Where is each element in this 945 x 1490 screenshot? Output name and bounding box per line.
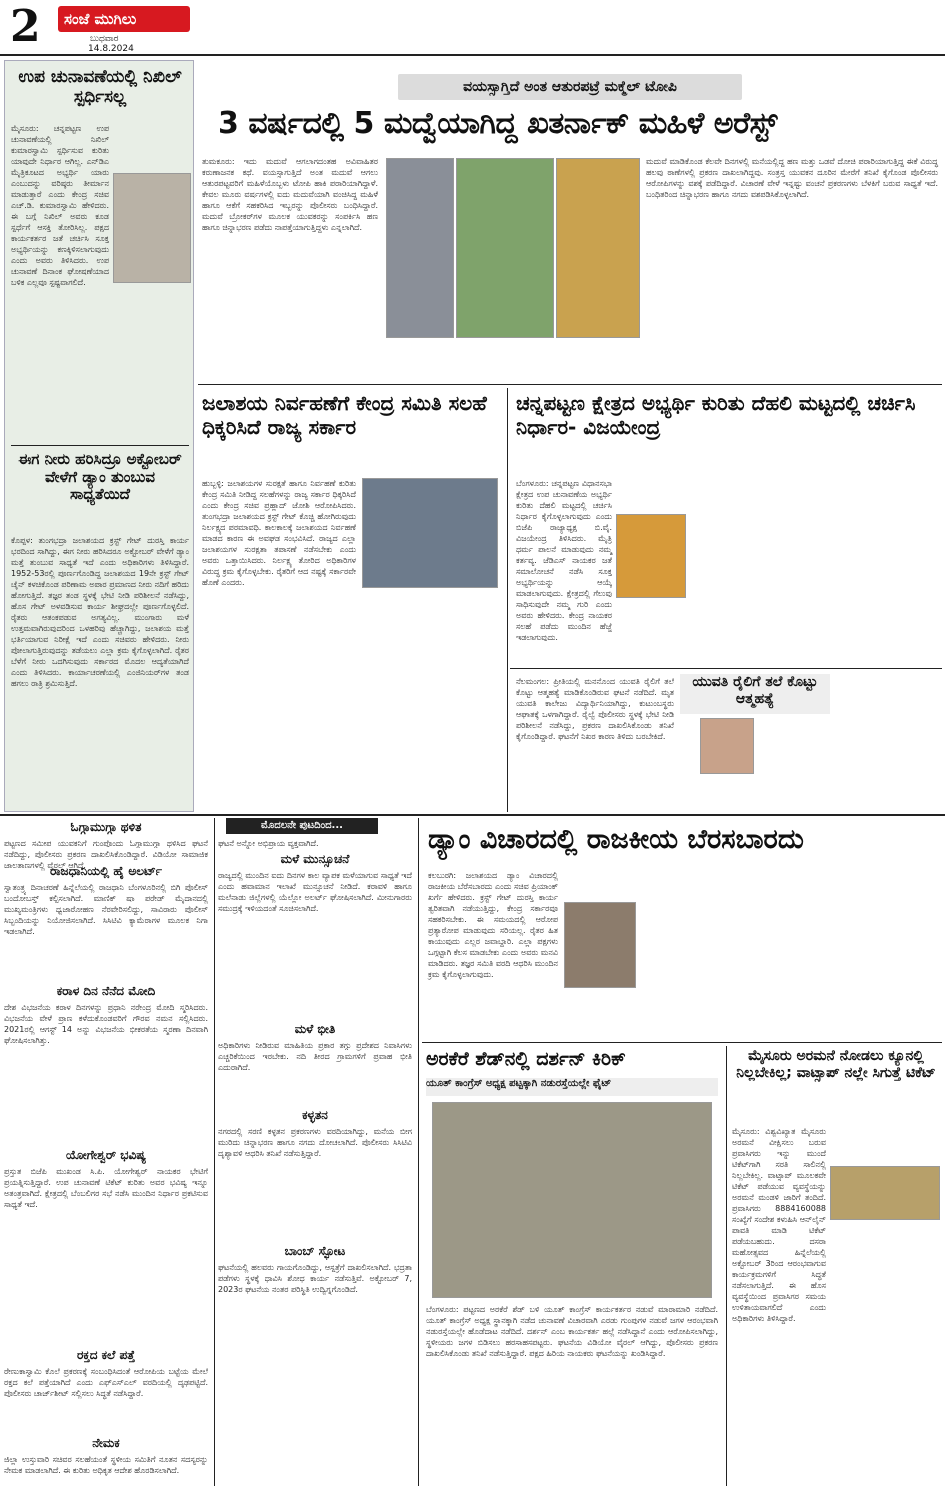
darshan-headline: ಅರಕೆರೆ ಶೆಡ್‌ನಲ್ಲಿ ದರ್ಶನ್ ಕಿರಿಕ್	[426, 1048, 626, 1070]
continued-body-1: ರಾಜ್ಯದಲ್ಲಿ ಮುಂದಿನ ಐದು ದಿನಗಳ ಕಾಲ ವ್ಯಾಪಕ ಮಳೆಯಾಗುವ ಸಾಧ್ಯತೆ ಇದೆ ಎಂದು ಹವಾಮಾನ ಇಲಾಖೆ ಮುನ್ಸೂಚನೆ ನೀಡಿದೆ. ಕರಾವಳಿ ಹಾಗೂ ಮಲೆನಾಡು ಜಿಲ್ಲೆಗಳಲ್ಲಿ ಯೆಲ್ಲೋ ಅಲರ್ಟ್ ಘೋಷಿಸಲಾಗಿದೆ. ಮೀನುಗಾರರು ಸಮುದ್ರಕ್ಕೆ ಇಳಿಯದಂತೆ ಸೂಚಿಸಲಾಗಿದೆ.	[218, 871, 412, 913]
darshan-body: ಬೆಂಗಳೂರು: ಪಟ್ಟಣದ ಅರಕೆರೆ ಶೆಡ್ ಬಳಿ ಯೂತ್ ಕಾಂಗ್ರೆಸ್ ಕಾರ್ಯಕರ್ತರ ನಡುವೆ ಮಾರಾಮಾರಿ ನಡೆದಿದೆ. ಯೂತ್ ಕಾಂಗ್ರೆಸ್ ಅಧ್ಯಕ್ಷ ಸ್ಥಾನಕ್ಕಾಗಿ ನಡೆದ ಚುನಾವಣೆ ವಿಚಾರವಾಗಿ ಎರಡು ಗುಂಪುಗಳ ನಡುವೆ ಜಗಳ ಆರಂಭವಾಗಿ ನಡುರಸ್ತೆಯಲ್ಲೇ ಹೊಡೆದಾಟ ನಡೆದಿದೆ. ದರ್ಶನ್ ಎಂಬ ಕಾರ್ಯಕರ್ತ ಹಲ್ಲೆ ನಡೆಸಿದ್ದಾನೆ ಎಂದು ಆರೋಪಿಸಲಾಗಿದ್ದು, ಸ್ಥಳೀಯರು ಜಗಳ ಬಿಡಿಸಲು ಹರಸಾಹಸಪಟ್ಟರು. ಘಟನೆಯ ವಿಡಿಯೋ ವೈರಲ್ ಆಗಿದ್ದು, ಪೊಲೀಸರು ಪ್ರಕರಣ ದಾಖಲಿಸಿಕೊಂಡು ತನಿಖೆ ನಡೆಸುತ್ತಿದ್ದಾರೆ. ಪಕ್ಷದ ಹಿರಿಯ ನಾಯಕರು ಘಟನೆಯನ್ನು ಖಂಡಿಸಿದ್ದಾರೆ.	[426, 1305, 718, 1358]
dam-politics-headline: ಡ್ಯಾಂ ವಿಚಾರದಲ್ಲಿ ರಾಜಕೀಯ ಬೆರಸಬಾರದು	[428, 824, 804, 855]
lower-left-heading-5: ನೇಮಕ	[92, 1436, 120, 1450]
newspaper-logo	[58, 6, 190, 32]
mysore-palace-photo	[830, 1166, 940, 1220]
masthead-date: 14.8.2024	[88, 44, 134, 54]
dam-committee-body: ಹುಬ್ಬಳ್ಳಿ: ಜಲಾಶಯಗಳ ಸುರಕ್ಷತೆ ಹಾಗೂ ನಿರ್ವಹಣೆ ಕುರಿತು ಕೇಂದ್ರ ಸಮಿತಿ ನೀಡಿದ್ದ ಸಲಹೆಗಳನ್ನು ರಾಜ್ಯ ಸರ್ಕಾರ ಧಿಕ್ಕರಿಸಿದೆ ಎಂದು ಕೇಂದ್ರ ಸಚಿವ ಪ್ರಹ್ಲಾದ್ ಜೋಶಿ ಆರೋಪಿಸಿದರು. ತುಂಗಭದ್ರಾ ಜಲಾಶಯದ ಕ್ರಸ್ಟ್ ಗೇಟ್ ಕೊಚ್ಚಿ ಹೋಗಿರುವುದು ನಿರ್ಲಕ್ಷ್ಯದ ಪರಮಾವಧಿ. ಕಾಲಕಾಲಕ್ಕೆ ಜಲಾಶಯದ ನಿರ್ವಹಣೆ ಮಾಡದ ಕಾರಣ ಈ ಅವಘಡ ಸಂಭವಿಸಿದೆ. ರಾಜ್ಯದ ಎಲ್ಲಾ ಜಲಾಶಯಗಳ ಸುರಕ್ಷತಾ ತಪಾಸಣೆ ನಡೆಸಬೇಕು ಎಂದು ಅವರು ಒತ್ತಾಯಿಸಿದರು. ನಿರ್ಲಕ್ಷ್ಯ ತೋರಿದ ಅಧಿಕಾರಿಗಳ ವಿರುದ್ಧ ಕ್ರಮ ಕೈಗೊಳ್ಳಬೇಕು. ರೈತರಿಗೆ ಆದ ನಷ್ಟಕ್ಕೆ ಸರ್ಕಾರವೇ ಹೊಣೆ ಎಂದರು.	[202, 479, 356, 587]
continued-intro: ಘಟನೆ ಅನ್ನೋ ಅಭಿಪ್ರಾಯ ವ್ಯಕ್ತವಾಗಿದೆ.	[218, 839, 319, 848]
masthead-day: ಬುಧವಾರ	[90, 34, 119, 44]
channapatna-bottom-rule	[510, 668, 942, 669]
suicide-body: ನೆಲಮಂಗಲ: ಪ್ರೀತಿಯಲ್ಲಿ ಮನನೊಂದ ಯುವತಿ ರೈಲಿಗೆ ತಲೆ ಕೊಟ್ಟು ಆತ್ಮಹತ್ಯೆ ಮಾಡಿಕೊಂಡಿರುವ ಘಟನೆ ನಡೆದಿದೆ. ಮೃತ ಯುವತಿ ಕಾಲೇಜು ವಿದ್ಯಾರ್ಥಿನಿಯಾಗಿದ್ದು, ಕುಟುಂಬಸ್ಥರು ಆಘಾತಕ್ಕೆ ಒಳಗಾಗಿದ್ದಾರೆ. ರೈಲ್ವೆ ಪೊಲೀಸರು ಸ್ಥಳಕ್ಕೆ ಭೇಟಿ ನೀಡಿ ಪರಿಶೀಲನೆ ನಡೆಸಿದ್ದು, ಪ್ರಕರಣ ದಾಖಲಿಸಿಕೊಂಡು ತನಿಖೆ ಕೈಗೊಂಡಿದ್ದಾರೆ. ಘಟನೆಗೆ ನಿಖರ ಕಾರಣ ತಿಳಿದು ಬರಬೇಕಿದೆ.	[516, 677, 674, 741]
dam-committee-story	[198, 388, 504, 812]
continued-heading-4: ಬಾಂಬ್ ಸ್ಫೋಟ	[284, 1244, 346, 1258]
lower-left-intro-heading: ಓಗ್ಗಾಮುಗ್ಗಾ ಥಳಿತ	[70, 820, 142, 834]
pralhad-joshi-photo	[362, 478, 498, 588]
mysore-palace-body-2	[732, 1242, 940, 1484]
page-number: 2	[10, 1, 41, 52]
street-fight-photo	[432, 1102, 712, 1298]
priyank-kharge-photo	[564, 902, 636, 988]
dam-politics-body: ಕಲಬುರಗಿ: ಜಲಾಶಯದ ಡ್ಯಾಂ ವಿಚಾರದಲ್ಲಿ ರಾಜಕೀಯ ಬೆರೆಸಬಾರದು ಎಂದು ಸಚಿವ ಪ್ರಿಯಾಂಕ್ ಖರ್ಗೆ ಹೇಳಿದರು. ಕ್ರಸ್ಟ್ ಗೇಟ್ ದುರಸ್ತಿ ಕಾರ್ಯ ತ್ವರಿತವಾಗಿ ನಡೆಯುತ್ತಿದ್ದು, ಕೇಂದ್ರ ಸರ್ಕಾರವೂ ಸಹಕರಿಸಬೇಕು. ಈ ಸಮಯದಲ್ಲಿ ಆರೋಪ ಪ್ರತ್ಯಾರೋಪ ಮಾಡುವುದು ಸರಿಯಲ್ಲ. ರೈತರ ಹಿತ ಕಾಯುವುದು ಎಲ್ಲರ ಜವಾಬ್ದಾರಿ. ಎಲ್ಲಾ ಪಕ್ಷಗಳು ಒಗ್ಗಟ್ಟಾಗಿ ಕೆಲಸ ಮಾಡಬೇಕು ಎಂದು ಅವರು ಮನವಿ ಮಾಡಿದರು. ತಜ್ಞರ ಸಮಿತಿ ವರದಿ ಆಧರಿಸಿ ಮುಂದಿನ ಕ್ರಮ ಕೈಗೊಳ್ಳಲಾಗುವುದು.	[428, 871, 558, 979]
lower-left-heading-4: ರಕ್ತದ ಕಲೆ ಪತ್ತೆ	[76, 1348, 136, 1362]
mid-divider	[507, 388, 508, 812]
masthead	[0, 0, 945, 56]
suicide-body-2	[760, 676, 936, 806]
lower-left-heading-3: ಯೋಗೇಶ್ವರ್ ಭವಿಷ್ಯ	[65, 1148, 147, 1162]
lower-divider-1	[214, 818, 215, 1486]
channapatna-story	[510, 388, 942, 668]
left-column	[4, 60, 194, 812]
left-headline-2: ಈಗ ನೀರು ಹರಿಸಿದ್ರೂ ಅಕ್ಟೋಬರ್ ವೇಳೆಗೆ ಡ್ಯಾಂ ತುಂಬುವ ಸಾಧ್ಯತೆಯಿದೆ	[18, 450, 182, 504]
continued-body-3: ನಗರದಲ್ಲಿ ಸರಣಿ ಕಳ್ಳತನ ಪ್ರಕರಣಗಳು ವರದಿಯಾಗಿದ್ದು, ಮನೆಯ ಬೀಗ ಮುರಿದು ಚಿನ್ನಾಭರಣ ಹಾಗೂ ನಗದು ದೋಚಲಾಗಿದೆ. ಪೊಲೀಸರು ಸಿಸಿಟಿವಿ ದೃಶ್ಯಾವಳಿ ಆಧರಿಸಿ ತನಿಖೆ ನಡೆಸುತ್ತಿದ್ದಾರೆ.	[218, 1127, 412, 1158]
channapatna-body-2	[692, 478, 936, 662]
left-body-1: ಮೈಸೂರು: ಚನ್ನಪಟ್ಟಣ ಉಪ ಚುನಾವಣೆಯಲ್ಲಿ ನಿಖಿಲ್ ಕುಮಾರಸ್ವಾಮಿ ಸ್ಪರ್ಧಿಸುವ ಕುರಿತು ಯಾವುದೇ ನಿರ್ಧಾರ ಆಗಿಲ್ಲ. ಎನ್‌ಡಿಎ ಮೈತ್ರಿಕೂಟದ ಅಭ್ಯರ್ಥಿ ಯಾರು ಎಂಬುದನ್ನು ವರಿಷ್ಠರು ತೀರ್ಮಾನ ಮಾಡುತ್ತಾರೆ ಎಂದು ಕೇಂದ್ರ ಸಚಿವ ಎಚ್.ಡಿ. ಕುಮಾರಸ್ವಾಮಿ ಹೇಳಿದರು. ಈ ಬಗ್ಗೆ ನಿಖಿಲ್ ಅವರು ಕೂಡ ಸ್ಪರ್ಧೆಗೆ ಆಸಕ್ತಿ ತೋರಿಸಿಲ್ಲ. ಪಕ್ಷದ ಕಾರ್ಯಕರ್ತರ ಜತೆ ಚರ್ಚಿಸಿ ಸೂಕ್ತ ಅಭ್ಯರ್ಥಿಯನ್ನು ಕಣಕ್ಕಿಳಿಸಲಾಗುವುದು ಎಂದು ಅವರು ತಿಳಿಸಿದರು. ಉಪ ಚುನಾವಣೆ ದಿನಾಂಕ ಘೋಷಣೆಯಾದ ಬಳಿಕ ಎಲ್ಲವೂ ಸ್ಪಷ್ಟವಾಗಲಿದೆ.	[11, 124, 109, 287]
top-story-kicker: ವಯಸ್ಸಾಗ್ತಿದೆ ಅಂತ ಆತುರಪಟ್ರೆ ಮಕ್ಮೆಲ್ ಟೋಪಿ	[463, 79, 677, 95]
channapatna-body: ಬೆಂಗಳೂರು: ಚನ್ನಪಟ್ಟಣ ವಿಧಾನಸಭಾ ಕ್ಷೇತ್ರದ ಉಪ ಚುನಾವಣೆಯ ಅಭ್ಯರ್ಥಿ ಕುರಿತು ದೆಹಲಿ ಮಟ್ಟದಲ್ಲಿ ಚರ್ಚಿಸಿ ನಿರ್ಧಾರ ಕೈಗೊಳ್ಳಲಾಗುವುದು ಎಂದು ಬಿಜೆಪಿ ರಾಜ್ಯಾಧ್ಯಕ್ಷ ಬಿ.ವೈ. ವಿಜಯೇಂದ್ರ ತಿಳಿಸಿದರು. ಮೈತ್ರಿ ಧರ್ಮ ಪಾಲನೆ ಮಾಡುವುದು ನಮ್ಮ ಕರ್ತವ್ಯ. ಜೆಡಿಎಸ್ ನಾಯಕರ ಜತೆ ಸಮಾಲೋಚನೆ ನಡೆಸಿ ಸೂಕ್ತ ಅಭ್ಯರ್ಥಿಯನ್ನು ಆಯ್ಕೆ ಮಾಡಲಾಗುವುದು. ಕ್ಷೇತ್ರದಲ್ಲಿ ಗೆಲುವು ಸಾಧಿಸುವುದೇ ನಮ್ಮ ಗುರಿ ಎಂದು ಅವರು ಹೇಳಿದರು. ಕೇಂದ್ರ ನಾಯಕರ ಸಲಹೆ ಪಡೆದು ಮುಂದಿನ ಹೆಜ್ಜೆ ಇಡಲಾಗುವುದು.	[516, 479, 612, 642]
arrested-woman-photo-2	[456, 158, 554, 338]
darshan-subhead: ಯೂತ್ ಕಾಂಗ್ರೆಸ್ ಅಧ್ಯಕ್ಷ ಪಟ್ಟಕ್ಕಾಗಿ ನಡುರಸ್ತೆಯಲ್ಲೇ ಫೈಟ್	[426, 1078, 718, 1096]
lower-left-body-4: ರೇಣುಕಾಸ್ವಾಮಿ ಕೊಲೆ ಪ್ರಕರಣಕ್ಕೆ ಸಂಬಂಧಿಸಿದಂತೆ ಆರೋಪಿಯ ಬಟ್ಟೆಯ ಮೇಲೆ ರಕ್ತದ ಕಲೆ ಪತ್ತೆಯಾಗಿದೆ ಎಂದು ಎಫ್ಎಸ್ಎಲ್ ವರದಿಯಲ್ಲಿ ದೃಢಪಟ್ಟಿದೆ. ಪೊಲೀಸರು ಚಾರ್ಜ್‌ಶೀಟ್ ಸಲ್ಲಿಸಲು ಸಿದ್ಧತೆ ನಡೆಸಿದ್ದಾರೆ.	[4, 1367, 208, 1398]
top-story-body-right: ಮದುವೆ ಮಾಡಿಕೊಂಡ ಕೆಲವೇ ದಿನಗಳಲ್ಲಿ ಮನೆಯಲ್ಲಿದ್ದ ಹಣ ಮತ್ತು ಒಡವೆ ದೋಚಿ ಪರಾರಿಯಾಗುತ್ತಿದ್ದ ಈಕೆ ವಿರುದ್ಧ ಹಲವು ಠಾಣೆಗಳಲ್ಲಿ ಪ್ರಕರಣ ದಾಖಲಾಗಿದ್ದವು. ಸಂತ್ರಸ್ತ ಯುವಕನ ದೂರಿನ ಮೇರೆಗೆ ತನಿಖೆ ಕೈಗೊಂಡ ಪೊಲೀಸರು ಆರೋಪಿಗಳನ್ನು ವಶಕ್ಕೆ ಪಡೆದಿದ್ದಾರೆ. ವಿಚಾರಣೆ ವೇಳೆ ಇನ್ನಷ್ಟು ವಂಚನೆ ಪ್ರಕರಣಗಳು ಬೆಳಕಿಗೆ ಬರುವ ಸಾಧ್ಯತೆ ಇದೆ. ಬಂಧಿತರಿಂದ ಚಿನ್ನಾಭರಣ ಹಾಗೂ ನಗದು ವಶಪಡಿಸಿಕೊಳ್ಳಲಾಗಿದೆ.	[646, 157, 938, 199]
continued-heading-1: ಮಳೆ ಮುನ್ಸೂಚನೆ	[280, 852, 350, 866]
continued-body-2: ಅಧಿಕಾರಿಗಳು ನೀಡಿರುವ ಮಾಹಿತಿಯ ಪ್ರಕಾರ ತಗ್ಗು ಪ್ರದೇಶದ ನಿವಾಸಿಗಳು ಎಚ್ಚರಿಕೆಯಿಂದ ಇರಬೇಕು. ನದಿ ತೀರದ ಗ್ರಾಮಗಳಿಗೆ ಪ್ರವಾಹ ಭೀತಿ ಎದುರಾಗಿದೆ.	[218, 1041, 412, 1072]
lower-divider-2	[418, 818, 419, 1486]
suicide-headline: ಯುವತಿ ರೈಲಿಗೆ ತಲೆ ಕೊಟ್ಟು ಆತ್ಮಹತ್ಯೆ	[680, 674, 830, 714]
lower-left-body-5: ಜಿಲ್ಲಾ ಉಸ್ತುವಾರಿ ಸಚಿವರ ಸಲಹೆಯಂತೆ ಸ್ಥಳೀಯ ಸಮಿತಿಗೆ ನೂತನ ಸದಸ್ಯರನ್ನು ನೇಮಕ ಮಾಡಲಾಗಿದೆ. ಈ ಕುರಿತು ಅಧಿಕೃತ ಆದೇಶ ಹೊರಡಿಸಲಾಗಿದೆ.	[4, 1455, 208, 1475]
continued-heading-2: ಮಳೆ ಭೀತಿ	[294, 1022, 336, 1036]
top-story-body-left: ತುಮಕೂರು: ಇದು ಮದುವೆ ಆಗಲಾಗದಂತಹ ಅವಿವಾಹಿತರ ಕರುಣಾಜನಕ ಕಥೆ. ವಯಸ್ಸಾಗುತ್ತಿದೆ ಅಂತ ಮದುವೆ ಆಗಲು ಆತುರಪಟ್ಟವರಿಗೆ ಮಹಿಳೆಯೊಬ್ಬಳು ಟೋಪಿ ಹಾಕಿ ಪರಾರಿಯಾಗಿದ್ದಾಳೆ. ಕೇವಲ ಮೂರು ವರ್ಷಗಳಲ್ಲಿ ಐದು ಮದುವೆಯಾಗಿ ವಂಚಿಸಿದ್ದ ಮಹಿಳೆ ಹಾಗೂ ಆಕೆಗೆ ಸಹಕರಿಸಿದ ಇಬ್ಬರನ್ನು ಪೊಲೀಸರು ಬಂಧಿಸಿದ್ದಾರೆ. ಮದುವೆ ಬ್ರೋಕರ್‌ಗಳ ಮೂಲಕ ಯುವಕರನ್ನು ಸಂಪರ್ಕಿಸಿ ಹಣ ಹಾಗೂ ಚಿನ್ನಾಭರಣ ಪಡೆದು ನಾಪತ್ತೆಯಾಗುತ್ತಿದ್ದಳು ಎನ್ನಲಾಗಿದೆ.	[202, 157, 378, 232]
continued-column	[218, 818, 414, 1486]
mysore-palace-body: ಮೈಸೂರು: ವಿಶ್ವವಿಖ್ಯಾತ ಮೈಸೂರು ಅರಮನೆ ವೀಕ್ಷಿಸಲು ಬರುವ ಪ್ರವಾಸಿಗರು ಇನ್ನು ಮುಂದೆ ಟಿಕೆಟ್‌ಗಾಗಿ ಸರತಿ ಸಾಲಿನಲ್ಲಿ ನಿಲ್ಲಬೇಕಿಲ್ಲ. ವಾಟ್ಸಾಪ್ ಮೂಲಕವೇ ಟಿಕೆಟ್ ಪಡೆಯುವ ವ್ಯವಸ್ಥೆಯನ್ನು ಅರಮನೆ ಮಂಡಳಿ ಜಾರಿಗೆ ತಂದಿದೆ. ಪ್ರವಾಸಿಗರು 8884160088 ಸಂಖ್ಯೆಗೆ ಸಂದೇಶ ಕಳುಹಿಸಿ ಆನ್‌ಲೈನ್ ಪಾವತಿ ಮಾಡಿ ಟಿಕೆಟ್ ಪಡೆಯಬಹುದು. ದಸರಾ ಮಹೋತ್ಸವದ ಹಿನ್ನೆಲೆಯಲ್ಲಿ ಅಕ್ಟೋಬರ್ 3ರಿಂದ ಆರಂಭವಾಗುವ ಕಾರ್ಯಕ್ರಮಗಳಿಗೆ ಸಿದ್ಧತೆ ನಡೆಸಲಾಗುತ್ತಿದೆ. ಈ ಹೊಸ ವ್ಯವಸ್ಥೆಯಿಂದ ಪ್ರವಾಸಿಗರ ಸಮಯ ಉಳಿತಾಯವಾಗಲಿದೆ ಎಂದು ಅಧಿಕಾರಿಗಳು ತಿಳಿಸಿದ್ದಾರೆ.	[732, 1127, 826, 1323]
dam-politics-story	[422, 818, 942, 1040]
mysore-palace-headline: ಮೈಸೂರು ಅರಮನೆ ನೋಡಲು ಕ್ಯೂನಲ್ಲಿ ನಿಲ್ಲಬೇಕಿಲ್ಲ; ವಾಟ್ಸಾಪ್ ನಲ್ಲೇ ಸಿಗುತ್ತೆ ಟಿಕೆಟ್	[736, 1048, 936, 1081]
dam-politics-bottom-rule	[422, 1042, 942, 1043]
logo-text: ಸಂಜೆ ಮುಗಿಲು	[64, 10, 137, 28]
dam-committee-body-2	[362, 592, 498, 806]
left-divider	[11, 445, 189, 446]
left-headline-1: ಉಪ ಚುನಾವಣೆಯಲ್ಲಿ ನಿಖಿಲ್ ಸ್ಪರ್ಧಿಸಲ್ಲ	[18, 67, 182, 108]
continued-strip: ಮೊದಲನೇ ಪುಟದಿಂದ...	[226, 818, 378, 834]
lower-left-body-3: ಪ್ರಸ್ತುತ ಬಿಜೆಪಿ ಮುಖಂಡ ಸಿ.ಪಿ. ಯೋಗೇಶ್ವರ್ ನಾಯಕರ ಭೇಟಿಗೆ ಪ್ರಯತ್ನಿಸುತ್ತಿದ್ದಾರೆ. ಉಪ ಚುನಾವಣೆ ಟಿಕೆಟ್ ಕುರಿತು ಅವರ ಭವಿಷ್ಯ ಇನ್ನೂ ಅತಂತ್ರವಾಗಿದೆ. ಕ್ಷೇತ್ರದಲ್ಲಿ ಬೆಂಬಲಿಗರ ಸಭೆ ನಡೆಸಿ ಮುಂದಿನ ನಿರ್ಧಾರ ಪ್ರಕಟಿಸುವ ಸಾಧ್ಯತೆ ಇದೆ.	[4, 1167, 208, 1209]
dam-politics-body-2	[642, 870, 938, 1036]
lower-divider-3	[726, 1046, 727, 1486]
continued-body-4: ಘಟನೆಯಲ್ಲಿ ಹಲವರು ಗಾಯಗೊಂಡಿದ್ದು, ಆಸ್ಪತ್ರೆಗೆ ದಾಖಲಿಸಲಾಗಿದೆ. ಭದ್ರತಾ ಪಡೆಗಳು ಸ್ಥಳಕ್ಕೆ ಧಾವಿಸಿ ಶೋಧ ಕಾರ್ಯ ನಡೆಸುತ್ತಿವೆ. ಅಕ್ಟೋಬರ್ 7, 2023ರ ಘಟನೆಯ ನಂತರ ಪರಿಸ್ಥಿತಿ ಉದ್ವಿಗ್ನಗೊಂಡಿದೆ.	[218, 1263, 412, 1294]
vijayendra-photo	[616, 514, 686, 598]
top-story-bottom-rule	[198, 384, 942, 385]
kumaraswamy-photo	[113, 173, 191, 283]
suicide-story	[510, 672, 942, 812]
left-body-1b	[11, 323, 189, 441]
arrested-woman-photo-3	[556, 158, 640, 338]
lower-left-intro-body: ಪಟ್ಟಣದ ಸಮೀಪ ಯುವಕನಿಗೆ ಗುಂಪೊಂದು ಓಗ್ಗಾಮುಗ್ಗಾ ಥಳಿಸಿದ ಘಟನೆ ನಡೆದಿದ್ದು, ಪೊಲೀಸರು ಪ್ರಕರಣ ದಾಖಲಿಸಿಕೊಂಡಿದ್ದಾರೆ. ವಿಡಿಯೋ ಸಾಮಾಜಿಕ ಜಾಲತಾಣಗಳಲ್ಲಿ ವೈರಲ್ ಆಗಿದೆ.	[4, 839, 208, 870]
top-story-headline: 3 ವರ್ಷದಲ್ಲಿ 5 ಮದ್ವೆಯಾಗಿದ್ದ ಖತರ್ನಾಕ್ ಮಹಿಳೆ ಅರೆಸ್ಟ್	[218, 106, 777, 141]
top-story-body-under-photo	[386, 342, 640, 378]
lower-left-body-2: ದೇಶ ವಿಭಜನೆಯ ಕರಾಳ ದಿನಗಳನ್ನು ಪ್ರಧಾನಿ ನರೇಂದ್ರ ಮೋದಿ ಸ್ಮರಿಸಿದರು. ವಿಭಜನೆಯ ವೇಳೆ ಪ್ರಾಣ ಕಳೆದುಕೊಂಡವರಿಗೆ ಗೌರವ ನಮನ ಸಲ್ಲಿಸಿದರು. 2021ರಲ್ಲಿ ಆಗಸ್ಟ್ 14 ಅನ್ನು ವಿಭಜನೆಯ ಭೀಕರತೆಯ ಸ್ಮರಣಾ ದಿನವಾಗಿ ಘೋಷಿಸಲಾಗಿತ್ತು.	[4, 1003, 208, 1045]
dam-committee-headline: ಜಲಾಶಯ ನಿರ್ವಹಣೆಗೆ ಕೇಂದ್ರ ಸಮಿತಿ ಸಲಹೆ ಧಿಕ್ಕರಿಸಿದೆ ರಾಜ್ಯ ಸರ್ಕಾರ	[202, 391, 487, 439]
darshan-story	[422, 1046, 722, 1486]
channapatna-headline: ಚನ್ನಪಟ್ಟಣ ಕ್ಷೇತ್ರದ ಅಭ್ಯರ್ಥಿ ಕುರಿತು ದೆಹಲಿ ಮಟ್ಟದಲ್ಲಿ ಚರ್ಚಿಸಿ ನಿರ್ಧಾರ- ವಿಜಯೇಂದ್ರ	[516, 391, 916, 439]
left-body-2: ಕೊಪ್ಪಳ: ತುಂಗಭದ್ರಾ ಜಲಾಶಯದ ಕ್ರಸ್ಟ್ ಗೇಟ್ ದುರಸ್ತಿ ಕಾರ್ಯ ಭರದಿಂದ ಸಾಗಿದ್ದು, ಈಗ ನೀರು ಹರಿಸಿದರೂ ಅಕ್ಟೋಬರ್ ವೇಳೆಗೆ ಡ್ಯಾಂ ಮತ್ತೆ ತುಂಬುವ ಸಾಧ್ಯತೆ ಇದೆ ಎಂದು ಅಧಿಕಾರಿಗಳು ತಿಳಿಸಿದ್ದಾರೆ. 1952-53ರಲ್ಲಿ ಪೂರ್ಣಗೊಂಡಿದ್ದ ಜಲಾಶಯದ 19ನೇ ಕ್ರಸ್ಟ್ ಗೇಟ್ ಚೈನ್ ಕಳಚಿಕೊಂಡ ಪರಿಣಾಮ ಅಪಾರ ಪ್ರಮಾಣದ ನೀರು ನದಿಗೆ ಹರಿದು ಹೋಗುತ್ತಿದೆ. ತಜ್ಞರ ತಂಡ ಸ್ಥಳಕ್ಕೆ ಭೇಟಿ ನೀಡಿ ಪರಿಶೀಲನೆ ನಡೆಸಿದ್ದು, ಹೊಸ ಗೇಟ್ ಅಳವಡಿಸುವ ಕಾರ್ಯ ಶೀಘ್ರದಲ್ಲೇ ಪೂರ್ಣಗೊಳ್ಳಲಿದೆ. ರೈತರು ಆತಂಕಪಡುವ ಅಗತ್ಯವಿಲ್ಲ. ಮುಂಗಾರು ಮಳೆ ಉತ್ತಮವಾಗಿರುವುದರಿಂದ ಒಳಹರಿವು ಹೆಚ್ಚಾಗಿದ್ದು, ಜಲಾಶಯ ಮತ್ತೆ ಭರ್ತಿಯಾಗುವ ನಿರೀಕ್ಷೆ ಇದೆ ಎಂದು ಸಚಿವರು ಹೇಳಿದರು. ನೀರು ಪೋಲಾಗುತ್ತಿರುವುದನ್ನು ತಡೆಯಲು ಎಲ್ಲಾ ಕ್ರಮ ಕೈಗೊಳ್ಳಲಾಗಿದೆ. ರೈತರ ಬೆಳೆಗೆ ನೀರು ಒದಗಿಸುವುದು ಸರ್ಕಾರದ ಮೊದಲ ಆದ್ಯತೆಯಾಗಿದೆ ಎಂದು ತಿಳಿಸಿದರು. ಕಾರ್ಯಾಚರಣೆಯಲ್ಲಿ ಎಂಜಿನಿಯರ್‌ಗಳ ತಂಡ ಹಗಲು ರಾತ್ರಿ ಶ್ರಮಿಸುತ್ತಿದೆ.	[11, 536, 189, 688]
upper-section-bottom-rule	[0, 814, 945, 816]
mysore-palace-story	[730, 1046, 942, 1486]
continued-heading-3: ಕಳ್ಳತನ	[302, 1108, 328, 1122]
top-story	[198, 60, 942, 382]
top-story-kicker-bar	[398, 74, 742, 100]
lower-left-body-1: ಸ್ವಾತಂತ್ರ್ಯ ದಿನಾಚರಣೆ ಹಿನ್ನೆಲೆಯಲ್ಲಿ ರಾಜಧಾನಿ ಬೆಂಗಳೂರಿನಲ್ಲಿ ಬಿಗಿ ಪೊಲೀಸ್ ಬಂದೋಬಸ್ತ್ ಕಲ್ಪಿಸಲಾಗಿದೆ. ಮಾಣಿಕ್ ಷಾ ಪರೇಡ್ ಮೈದಾನದಲ್ಲಿ ಮುಖ್ಯಮಂತ್ರಿಗಳು ಧ್ವಜಾರೋಹಣ ನೆರವೇರಿಸಲಿದ್ದು, ಸಾವಿರಾರು ಪೊಲೀಸ್ ಸಿಬ್ಬಂದಿಯನ್ನು ನಿಯೋಜಿಸಲಾಗಿದೆ. ಸಿಸಿಟಿವಿ ಕ್ಯಾಮೆರಾಗಳ ಮೂಲಕ ನಿಗಾ ಇಡಲಾಗಿದೆ.	[4, 883, 208, 936]
lower-left-column	[4, 818, 212, 1486]
arrested-woman-photo-1	[386, 158, 454, 338]
lower-left-heading-1: ರಾಜಧಾನಿಯಲ್ಲಿ ಹೈ ಅಲರ್ಟ್	[49, 864, 163, 878]
victim-photo	[700, 718, 754, 774]
lower-left-heading-2: ಕರಾಳ ದಿನ ನೆನೆದ ಮೋದಿ	[56, 984, 156, 998]
